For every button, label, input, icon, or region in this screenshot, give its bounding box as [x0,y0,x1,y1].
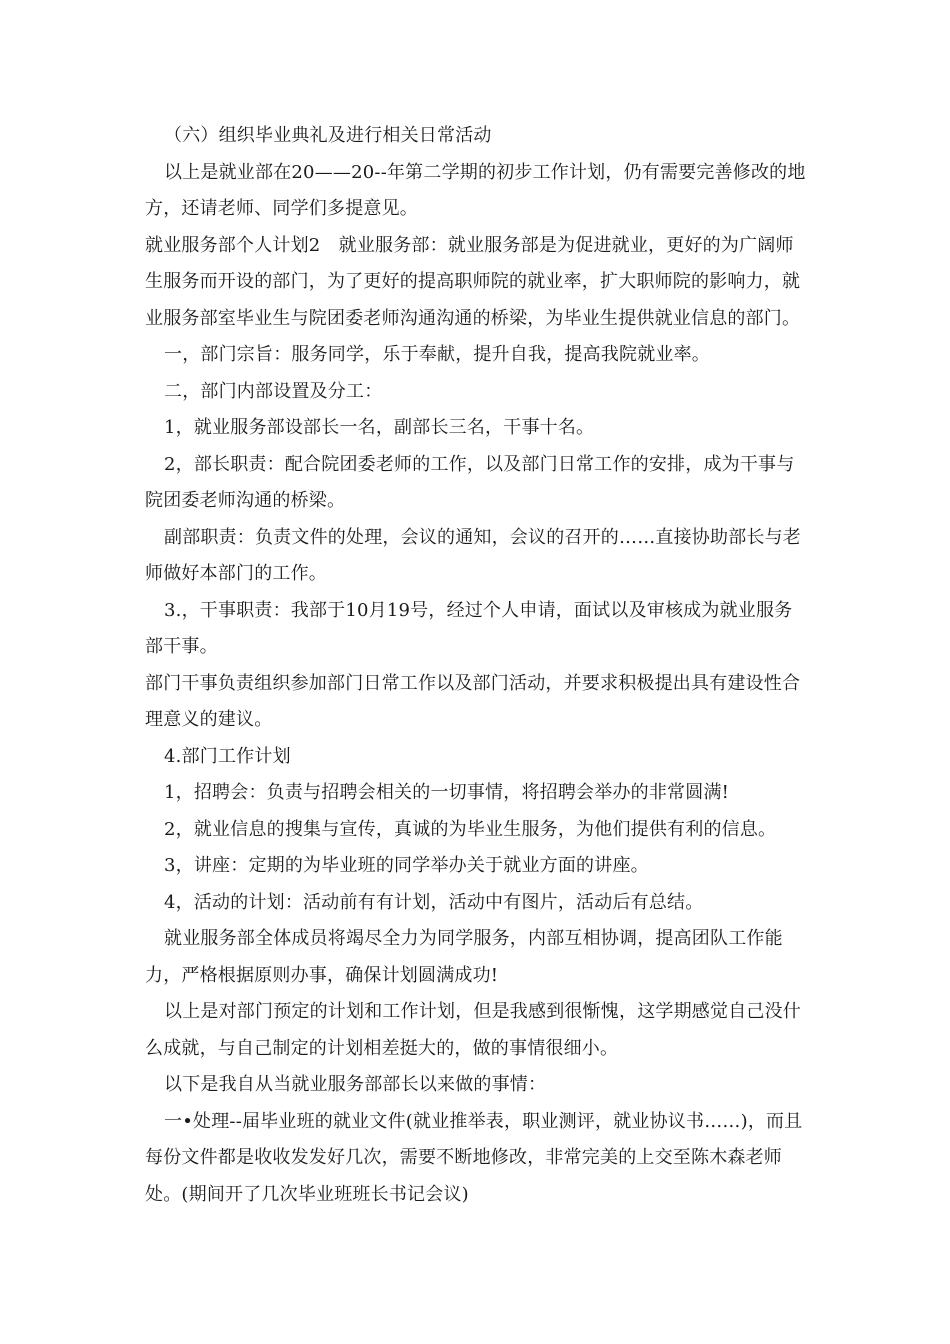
paragraph-officer-responsibilities: 部门干事负责组织参加部门日常工作以及部门活动，并要求积极提出具有建设性合理意义的建议。 [145,672,801,730]
paragraph-activity-plan: 4，活动的计划：活动前有有计划，活动中有图片，活动后有总结。 [164,891,704,913]
paragraph-dept-purpose: 一，部门宗旨：服务同学，乐于奉献，提升自我，提高我院就业率。 [164,344,710,365]
paragraph-activity-one: 一•处理--届毕业班的就业文件(就业推举表，职业测评，就业协议书……)，而且每份文件都是收收发发好几次，需要不断地修改，非常完美的上交至陈木森老师处。(期间开了几次毕业班班长书记会议) [145,1110,803,1205]
paragraph-staffing: 1，就业服务部设部长一名，副部长三名，干事十名。 [164,417,595,438]
paragraph-job-info: 2，就业信息的搜集与宣传，真诚的为毕业生服务，为他们提供有利的信息。 [164,818,777,840]
paragraph-activities-intro: 以下是我自从当就业服务部部长以来做的事情： [164,1074,547,1095]
paragraph-reflection: 以上是对部门预定的计划和工作计划，但是我感到很惭愧，这学期感觉自己没什么成就，与自己制定的计划相差挺大的，做的事情很细小。 [145,1001,801,1059]
paragraph-plan-2-intro: 就业服务部个人计划2 就业服务部：就业服务部是为促进就业，更好的为广阔师生服务而开设的部门，为了更好的提高职师院的就业率，扩大职师院的影响力，就业服务部室毕业生与院团委老师沟通沟通的桥梁，为毕业生提供就业信息的部门。 [145,234,801,329]
paragraph-lectures: 3，讲座：定期的为毕业班的同学举办关于就业方面的讲座。 [164,855,649,876]
paragraph-team-commitment: 就业服务部全体成员将竭尽全力为同学服务，内部互相协调，提高团队工作能力，严格根据原则办事，确保计划圆满成功! [145,928,783,986]
paragraph-section-six: （六）组织毕业典礼及进行相关日常活动 [164,125,492,146]
paragraph-summary: 以上是就业部在20——20--年第二学期的初步工作计划，仍有需要完善修改的地方，还请老师、同学们多提意见。 [145,161,806,219]
paragraph-officer-duties: 3.，干事职责：我部于10月19号，经过个人申请，面试以及审核成为就业服务部干事。 [145,599,793,657]
paragraph-dept-structure: 二，部门内部设置及分工： [164,380,383,402]
paragraph-job-fair: 1，招聘会：负责与招聘会相关的一切事情，将招聘会举办的非常圆满! [164,782,730,803]
paragraph-work-plan-heading: 4.部门工作计划 [164,745,291,767]
paragraph-minister-duties: 2，部长职责：配合院团委老师的工作，以及部门日常工作的安排，成为干事与院团委老师沟通的桥梁。 [145,453,795,511]
document-body [145,118,810,1213]
paragraph-vice-minister-duties: 副部职责：负责文件的处理，会议的通知，会议的召开的……直接协助部长与老师做好本部门的工作。 [145,526,801,584]
